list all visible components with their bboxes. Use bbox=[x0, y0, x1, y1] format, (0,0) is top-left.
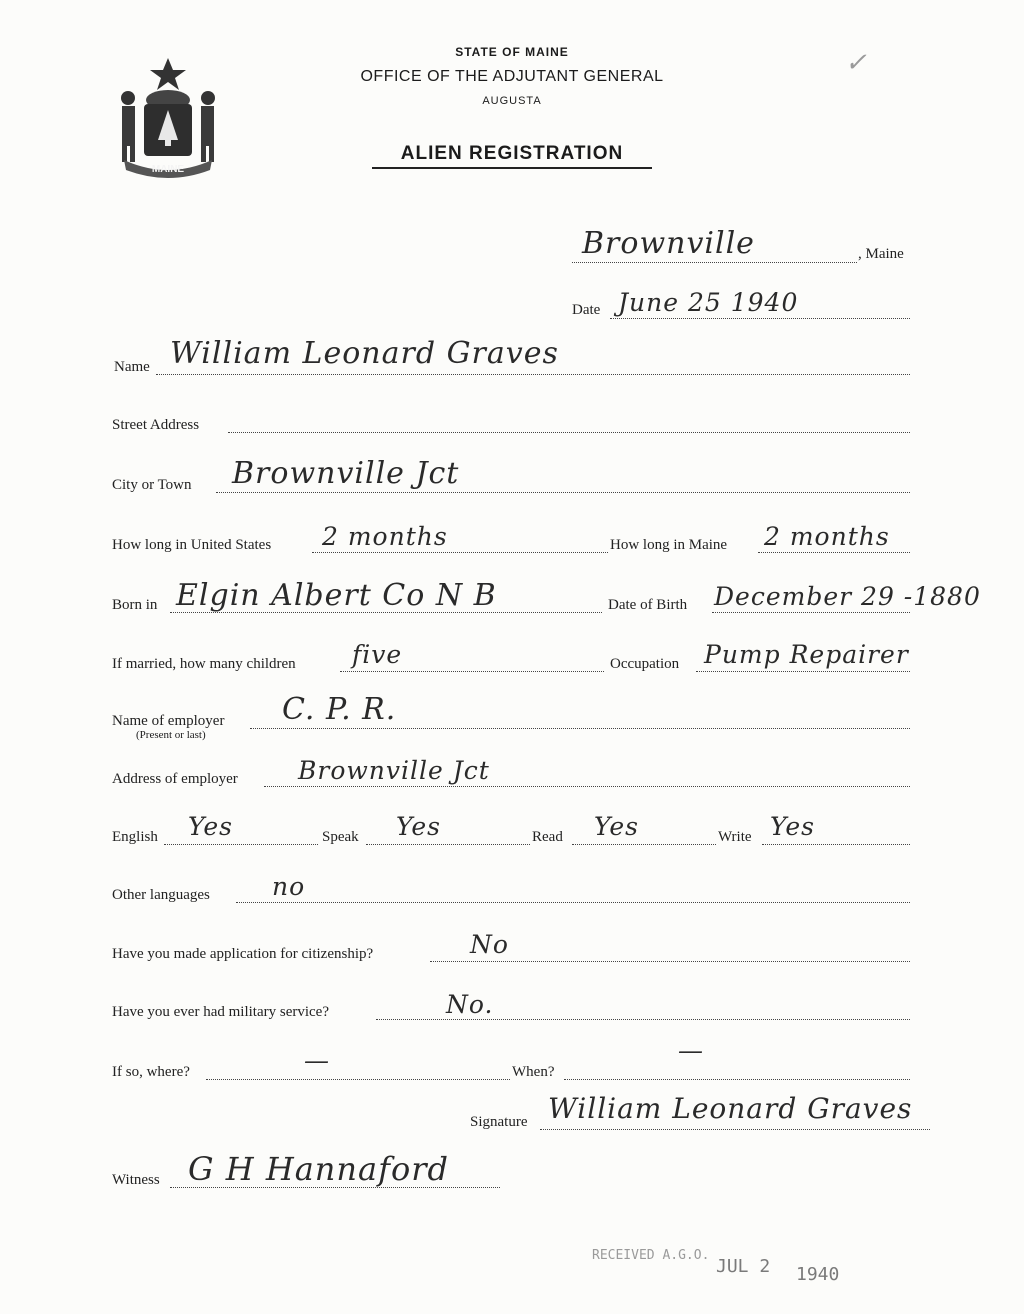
english-label: English bbox=[112, 829, 158, 845]
where-value: — bbox=[304, 1046, 330, 1075]
check-mark: ✓ bbox=[845, 48, 868, 78]
how-long-maine-label: How long in Maine bbox=[610, 537, 728, 553]
how-long-us-label: How long in United States bbox=[112, 537, 272, 553]
signature-value: William Leonard Graves bbox=[548, 1092, 913, 1125]
title-underline bbox=[372, 167, 652, 169]
witness-label: Witness bbox=[112, 1172, 160, 1188]
if-so-where-label: If so, where? bbox=[112, 1064, 190, 1080]
city-value: Brownville Jct bbox=[232, 456, 460, 491]
occupation-value: Pump Repairer bbox=[704, 640, 909, 669]
how-long-us-value: 2 months bbox=[322, 522, 448, 551]
date-of-birth-label: Date of Birth bbox=[608, 597, 688, 613]
read-value: Yes bbox=[594, 812, 639, 841]
state-heading: STATE OF MAINE bbox=[455, 45, 569, 59]
employer-address-value: Brownville Jct bbox=[298, 756, 490, 785]
occupation-label: Occupation bbox=[610, 656, 680, 672]
born-in-label: Born in bbox=[112, 597, 158, 613]
name-label: Name bbox=[114, 359, 150, 375]
military-label: Have you ever had military service? bbox=[112, 1004, 329, 1020]
signature-label: Signature bbox=[470, 1114, 528, 1130]
maine-label: , Maine bbox=[858, 246, 904, 262]
city-heading: AUGUSTA bbox=[482, 95, 542, 107]
born-in-value: Elgin Albert Co N B bbox=[176, 578, 497, 613]
employer-address-label: Address of employer bbox=[112, 771, 238, 787]
received-stamp: RECEIVED A.G.O. bbox=[592, 1248, 710, 1263]
town-value: Brownville bbox=[582, 226, 755, 261]
write-label: Write bbox=[718, 829, 752, 845]
citizenship-label: Have you made application for citizenship? bbox=[112, 946, 374, 962]
english-value: Yes bbox=[188, 812, 233, 841]
employer-value: C. P. R. bbox=[282, 692, 397, 727]
married-children-label: If married, how many children bbox=[112, 656, 296, 672]
other-languages-label: Other languages bbox=[112, 887, 210, 903]
form-title: ALIEN REGISTRATION bbox=[400, 143, 624, 164]
date-value: June 25 1940 bbox=[618, 288, 799, 317]
date-of-birth-value: December 29 -1880 bbox=[714, 582, 981, 611]
name-value: William Leonard Graves bbox=[170, 336, 559, 371]
how-long-maine-value: 2 months bbox=[764, 522, 890, 551]
received-stamp-year: 1940 bbox=[796, 1264, 840, 1285]
when-label: When? bbox=[512, 1064, 555, 1080]
street-label: Street Address bbox=[112, 417, 200, 433]
write-value: Yes bbox=[770, 812, 815, 841]
date-label: Date bbox=[572, 302, 601, 318]
speak-label: Speak bbox=[322, 829, 359, 845]
when-value: — bbox=[678, 1036, 704, 1065]
citizenship-value: No bbox=[470, 930, 509, 959]
military-value: No. bbox=[446, 990, 494, 1019]
city-label: City or Town bbox=[112, 477, 192, 493]
speak-value: Yes bbox=[396, 812, 441, 841]
read-label: Read bbox=[532, 829, 563, 845]
employer-note: (Present or last) bbox=[136, 729, 206, 741]
received-stamp-date: JUL 2 bbox=[716, 1256, 771, 1277]
employer-label: Name of employer bbox=[112, 713, 225, 729]
other-languages-value: no bbox=[272, 872, 306, 901]
children-value: five bbox=[352, 640, 403, 669]
seal-banner-text: MAINE bbox=[151, 164, 185, 175]
office-heading: OFFICE OF THE ADJUTANT GENERAL bbox=[360, 68, 664, 85]
witness-value: G H Hannaford bbox=[188, 1150, 449, 1188]
